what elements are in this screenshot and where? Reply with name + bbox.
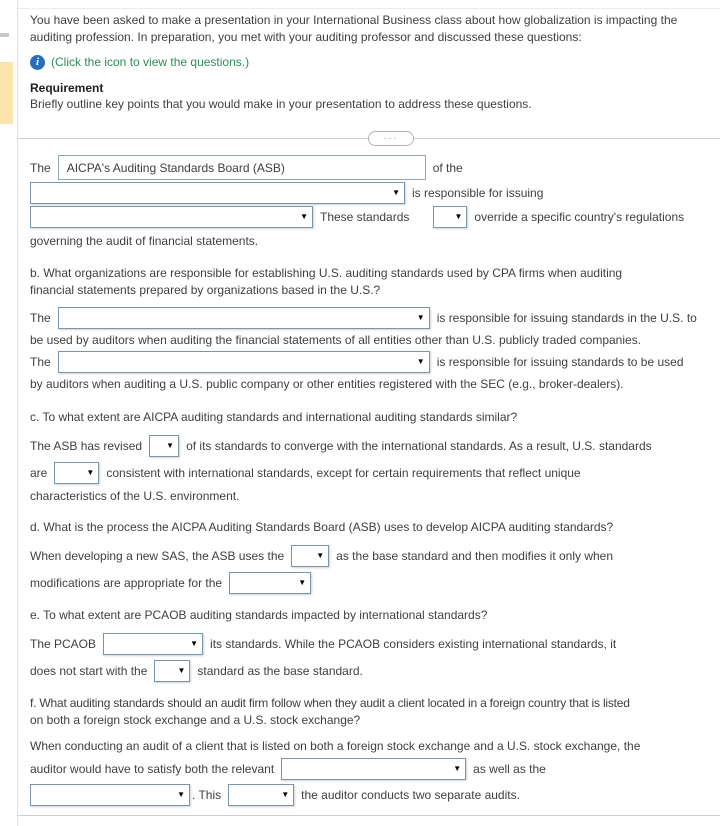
dropdown-c2[interactable] (54, 462, 99, 484)
dropdown-b2[interactable] (58, 351, 430, 373)
d2-pre-text: modifications are appropriate for the (30, 576, 223, 590)
dropdown-d2[interactable] (229, 572, 311, 594)
answer-row-b2 (30, 351, 720, 373)
dropdown-a2[interactable] (30, 182, 405, 204)
f-intro-text: When conducting an audit of a client that is listed on both a foreign stock exchange and a U.S. stock exchange, the (30, 739, 641, 753)
answer-row-e2 (30, 660, 720, 682)
requirement-heading: Requirement (30, 81, 104, 95)
ellipsis-icon: ··· (383, 133, 399, 143)
c2-post-text: consistent with international standards, except for certain requirements that reflect unique (106, 466, 581, 480)
dropdown-arrow-icon: ▼ (177, 666, 186, 675)
dropdown-arrow-icon: ▼ (416, 313, 425, 322)
answer-row-a3 (30, 206, 720, 228)
dropdown-arrow-icon: ▼ (316, 551, 325, 560)
d1-pre-text: When developing a new SAS, the ASB uses the (30, 549, 285, 563)
answer-row-b1 (30, 307, 720, 329)
d1-post-text: as the base standard and then modifies it only when (336, 549, 614, 563)
f1-pre-text: auditor would have to satisfy both the relevant (30, 762, 275, 776)
f2-mid-text: . This (192, 788, 222, 802)
answer-row-f2 (30, 784, 720, 806)
answer-row-a1 (30, 155, 720, 180)
dropdown-arrow-icon: ▼ (453, 764, 462, 773)
c2-pre-text: are (30, 466, 48, 480)
f1-post-text: as well as the (473, 762, 546, 776)
c1-pre-text: The ASB has revised (30, 439, 143, 453)
dropdown-c1[interactable] (149, 435, 179, 457)
question-panel (18, 0, 720, 826)
a1-selected-value: AICPA's Auditing Standards Board (ASB) (66, 160, 285, 175)
prompt-f-line-2: on both a foreign stock exchange and a U.S. stock exchange? (30, 713, 361, 727)
dropdown-arrow-icon: ▼ (300, 212, 308, 221)
f2-post-text: the auditor conducts two separate audits. (301, 788, 520, 802)
intro-text-line-1: You have been asked to make a presentation in your International Business class about how globalization is impacting the (30, 13, 678, 27)
dropdown-f2[interactable] (30, 784, 190, 806)
question-progress-flag (0, 62, 13, 124)
section-divider (30, 131, 720, 147)
answer-row-a2 (30, 182, 720, 204)
answer-row-c2 (30, 462, 720, 484)
prompt-b-line-2: financial statements prepared by organizations based in the U.S.? (30, 283, 381, 297)
answer-row-e1 (30, 633, 720, 655)
prompt-e: e. To what extent are PCAOB auditing standards impacted by international standards? (30, 608, 488, 622)
a2-post-text: is responsible for issuing (412, 186, 544, 200)
dropdown-e2[interactable] (154, 660, 190, 682)
dropdown-e1[interactable] (103, 633, 203, 655)
answer-row-d2 (30, 572, 720, 594)
intro-text-line-2: auditing profession. In preparation, you met with your auditing professor and discussed these questions: (30, 30, 582, 44)
dropdown-a1-selected[interactable] (58, 155, 426, 180)
dropdown-arrow-icon: ▼ (454, 212, 463, 221)
dropdown-d1[interactable] (291, 545, 329, 567)
view-questions-row (30, 52, 720, 72)
prompt-b-line-1: b. What organizations are responsible for establishing U.S. auditing standards used by CPA firms when auditing (30, 266, 623, 280)
a-continuation-text: governing the audit of financial statements. (30, 234, 259, 248)
b-continuation-text-1: be used by auditors when auditing the financial statements of all entities other than U.S. publicly traded companies. (30, 333, 642, 347)
answer-row-c1 (30, 435, 720, 457)
dropdown-arrow-icon: ▼ (416, 357, 425, 366)
b2-post-text: is responsible for issuing standards to be used (436, 355, 684, 369)
requirement-text: Briefly outline key points that you would make in your presentation to address these questions. (30, 97, 532, 111)
e2-pre-text: does not start with the (30, 664, 148, 678)
dropdown-f1[interactable] (281, 758, 466, 780)
a1-post-text: of the (432, 160, 463, 175)
b1-pre-text: The (30, 311, 51, 325)
a3-post-text: override a specific country's regulations (474, 210, 685, 224)
prompt-f-line-1: f. What auditing standards should an audit firm follow when they audit a client located in a foreign country that is listed (30, 696, 630, 710)
dropdown-arrow-icon: ▼ (298, 578, 307, 587)
answer-row-d1 (30, 545, 720, 567)
b1-post-text: is responsible for issuing standards in the U.S. to (436, 311, 697, 325)
gutter-scroll-dash (0, 33, 9, 37)
a1-pre-text: The (30, 160, 51, 175)
a3-mid-text: These standards (320, 210, 410, 224)
b-continuation-text-2: by auditors when auditing a U.S. public company or other entities registered with the SEC (e.g., broker-dealers). (30, 377, 624, 391)
collapse-toggle-button[interactable] (368, 131, 414, 146)
prompt-d: d. What is the process the AICPA Auditing Standards Board (ASB) uses to develop AICPA auditing standards? (30, 520, 614, 534)
e2-post-text: standard as the base standard. (197, 664, 363, 678)
b2-pre-text: The (30, 355, 51, 369)
dropdown-a3[interactable] (30, 206, 313, 228)
dropdown-f3[interactable] (228, 784, 294, 806)
dropdown-arrow-icon: ▼ (166, 441, 175, 450)
c-continuation-text: characteristics of the U.S. environment. (30, 489, 240, 503)
dropdown-arrow-icon: ▼ (281, 790, 290, 799)
dropdown-arrow-icon: ▼ (392, 188, 400, 197)
e1-pre-text: The PCAOB (30, 637, 97, 651)
answer-row-f1 (30, 758, 720, 780)
info-icon[interactable]: i (30, 55, 45, 70)
dropdown-a4[interactable] (433, 206, 467, 228)
dropdown-arrow-icon: ▼ (190, 639, 199, 648)
prompt-c: c. To what extent are AICPA auditing standards and international auditing standards similar? (30, 410, 518, 424)
e1-post-text: its standards. While the PCAOB considers existing international standards, it (210, 637, 617, 651)
dropdown-b1[interactable] (58, 307, 430, 329)
dropdown-arrow-icon: ▼ (86, 468, 95, 477)
c1-post-text: of its standards to converge with the international standards. As a result, U.S. standards (186, 439, 652, 453)
dropdown-arrow-icon: ▼ (177, 790, 185, 799)
view-questions-link[interactable]: (Click the icon to view the questions.) (51, 55, 250, 69)
